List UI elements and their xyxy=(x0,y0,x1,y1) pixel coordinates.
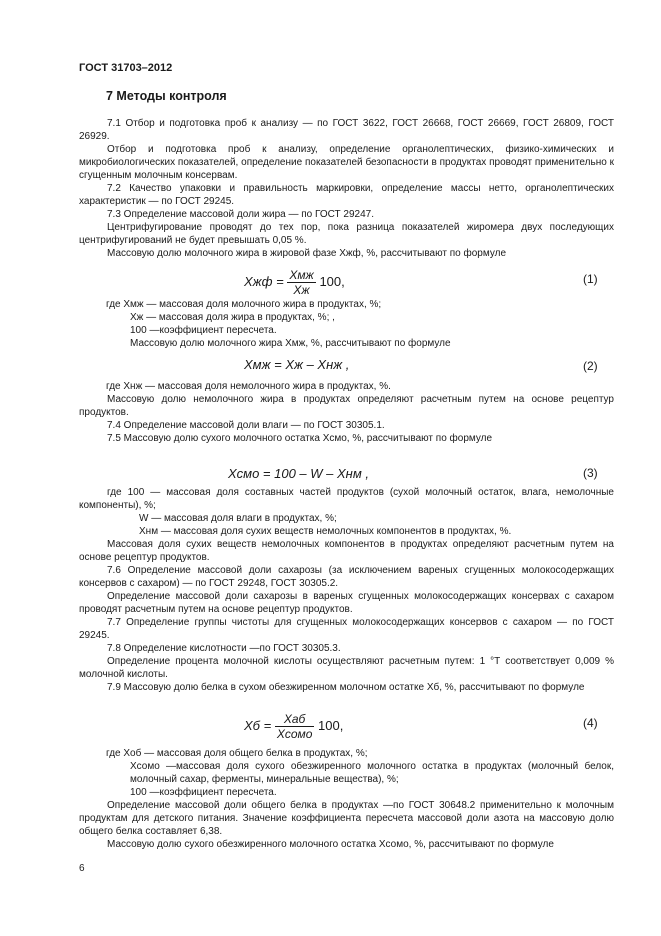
formula-1-numerator: Xмж xyxy=(289,268,314,282)
where-line: где Xмж — массовая доля молочного жира в продуктах, %; xyxy=(106,299,382,310)
paragraph: 7.5 Массовую долю сухого молочного остатка Xсмо, %, рассчитывают по формуле xyxy=(107,433,493,444)
where-line: где Xнж — массовая доля немолочного жира в продуктах, %. xyxy=(106,381,391,392)
paragraph: 7.2 Качество упаковки и правильность маркировки, определение массы нетто, органолептических характеристик — по ГОСТ 29245. xyxy=(79,183,614,207)
paragraph: Массовая доля сухих веществ немолочных компонентов в продуктах определяют расчетным путем на основе рецептур продуктов. xyxy=(79,539,614,563)
paragraph: Массовую долю сухого обезжиренного молочного остатка Xсомо, %, рассчитывают по формуле xyxy=(107,839,554,850)
paragraph: 7.6 Определение массовой доли сахарозы (за исключением вареных сгущенных молокосодержащих консервов с сахаром) — по ГОСТ 29248, ГОСТ 30305.2. xyxy=(79,565,614,589)
formula-4-numerator: Xаб xyxy=(275,712,315,727)
formula-4-fraction xyxy=(275,712,315,741)
paragraph: 7.3 Определение массовой доли жира — по ГОСТ 29247. xyxy=(107,209,375,220)
where-paragraph: где 100 — массовая доля составных частей продуктов (сухой молочный остаток, влага, немолочные компоненты), %; xyxy=(79,487,614,511)
formula-3: Xсмо = 100 – W – Xнм , xyxy=(228,466,369,481)
paragraph: Массовую долю молочного жира в жировой фазе Xжф, %, рассчитывают по формуле xyxy=(107,248,507,259)
paragraph: 7.4 Определение массовой доли влаги — по ГОСТ 30305.1. xyxy=(107,420,385,431)
formula-1: Xжф = $\frac{\text{Xмж}}{Xж}$ 100, xyxy=(244,268,345,297)
paragraph: Определение массовой доли сахарозы в вареных сгущенных молокосодержащих консервах с сахаром проводят расчетным путем на основе рецептур продуктов. xyxy=(79,591,614,615)
formula-1-factor: 100, xyxy=(319,273,345,289)
where-line: Xсомо —массовая доля сухого обезжиренного молочного остатка в продуктах (молочный белок, молочный сахар, ферменты, минеральные вещества), %; xyxy=(130,761,614,785)
paragraph: Определение процента молочной кислоты осуществляют расчетным путем: 1 °Т соответствует 0,009 % молочной кислоты. xyxy=(79,656,614,680)
where-line: Массовую долю молочного жира Xмж, %, рассчитывают по формуле xyxy=(130,338,451,349)
section-title: 7 Методы контроля xyxy=(106,89,227,103)
formula-1-fraction xyxy=(287,268,316,297)
where-line: W — массовая доля влаги в продуктах, %; xyxy=(139,513,337,524)
formula-4: Xб = $\frac{\text{Xаб}}{\text{Xсомо}}$ 100, xyxy=(244,712,344,741)
where-line: 100 —коэффициент пересчета. xyxy=(130,325,277,336)
where-line: где Xоб — массовая доля общего белка в продуктах, %; xyxy=(106,748,368,759)
formula-1-lhs: Xжф xyxy=(244,273,273,289)
formula-4-number: (4) xyxy=(583,716,598,730)
formula-1-denominator: Xж xyxy=(293,283,310,297)
paragraph: Центрифугирование проводят до тех пор, пока разница показателей жиромера двух последующих центрифугирований не будет превышать 0,05 %. xyxy=(79,222,614,246)
paragraph: 7.8 Определение кислотности —по ГОСТ 30305.3. xyxy=(107,643,341,654)
formula-2-number: (2) xyxy=(583,359,598,373)
paragraph: Определение массовой доли общего белка в продуктах —по ГОСТ 30648.2 применительно к молочным продуктам для детского питания. Значение коэффициента пересчета массовой доли азота на массовую долю общего белка составляет 6,38. xyxy=(79,800,614,837)
where-line: Xж — массовая доля жира в продуктах, %; , xyxy=(130,312,335,323)
paragraph: 7.1 Отбор и подготовка проб к анализу — по ГОСТ 3622, ГОСТ 26668, ГОСТ 26669, ГОСТ 26809, ГОСТ 26929. xyxy=(79,118,614,142)
formula-4-lhs: Xб xyxy=(244,717,260,733)
paragraph: 7.9 Массовую долю белка в сухом обезжиренном молочном остатке Xб, %, рассчитывают по формуле xyxy=(107,682,585,693)
standard-header: ГОСТ 31703–2012 xyxy=(79,62,173,74)
formula-3-number: (3) xyxy=(583,466,598,480)
where-line: Xнм — массовая доля сухих веществ немолочных компонентов в продуктах, %. xyxy=(139,526,512,537)
paragraph: 7.7 Определение группы чистоты для сгущенных молокосодержащих консервов с сахаром — по ГОСТ 29245. xyxy=(79,617,614,641)
where-line: 100 —коэффициент пересчета. xyxy=(130,787,277,798)
formula-2: Xмж = Xж – Xнж , xyxy=(244,357,350,372)
paragraph: Отбор и подготовка проб к анализу, определение органолептических, физико-химических и микробиологических показателей, определение показателей безопасности в продуктах проводят применительно к сгущенным молочным консервам. xyxy=(79,144,614,181)
paragraph: Массовую долю немолочного жира в продуктах определяют расчетным путем на основе рецептур продуктов. xyxy=(79,394,614,418)
formula-4-denominator: Xсомо xyxy=(276,727,313,741)
formula-1-number: (1) xyxy=(583,272,598,286)
page-number: 6 xyxy=(79,863,85,874)
formula-4-factor: 100, xyxy=(318,717,344,733)
